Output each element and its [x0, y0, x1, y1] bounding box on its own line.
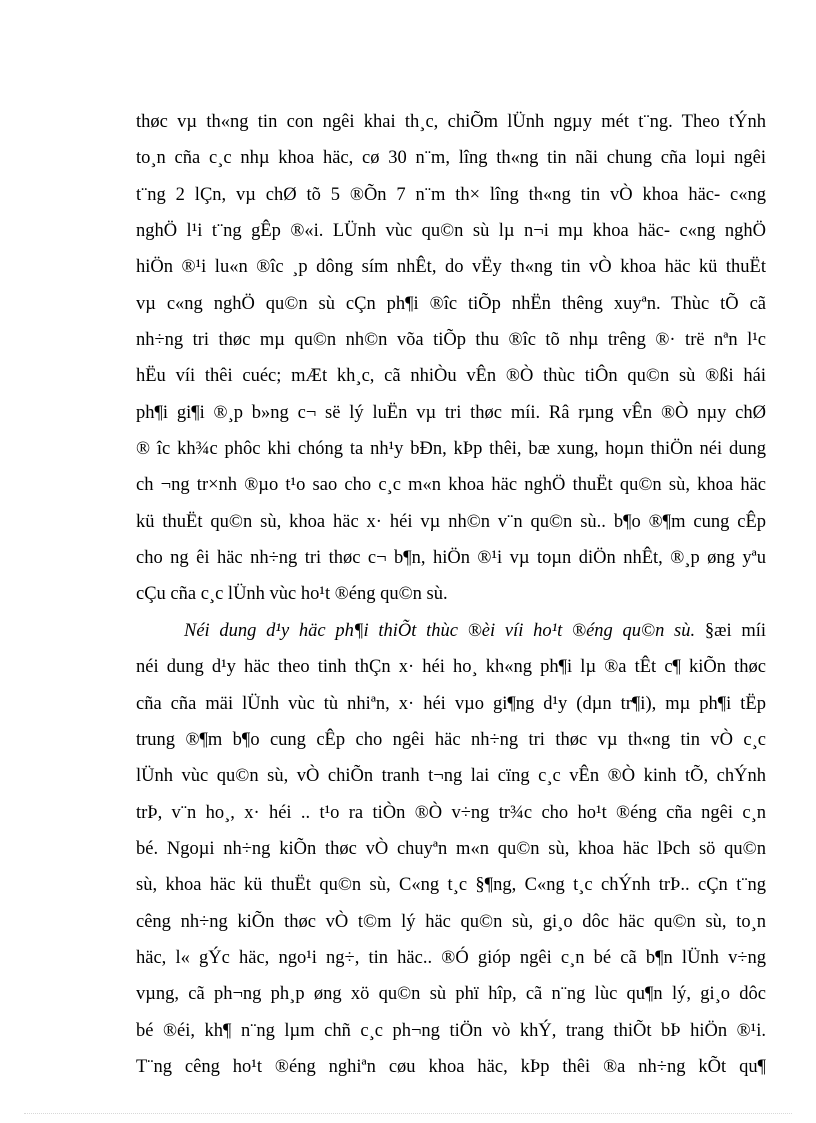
page-bottom-divider	[24, 1113, 792, 1114]
text-line: ph¶i gi¶i ®¸p b»ng c¬ së lý luËn vµ tri thøc míi. Râ rµng vÊn ®Ò nµy chØ	[136, 402, 766, 423]
text-line: bé ®éi, kh¶ n¨ng lµm chñ c¸c ph¬ng tiÖn vò khÝ, trang thiÕt bÞ hiÖn ®¹i.	[136, 1020, 766, 1041]
italic-lead-sentence: Néi dung d¹y häc ph¶i thiÕt thùc ®èi víi ho¹t ®éng qu©n sù.	[184, 620, 696, 641]
text-line: nh÷ng tri thøc mµ qu©n nh©n võa tiÕp thu ®îc tõ nhµ trêng ®· trë nªn l¹c	[136, 330, 766, 351]
text-line: t¨ng 2 lÇn, vµ chØ tõ 5 ®Õn 7 n¨m th× lîng th«ng tin vÒ khoa häc- c«ng	[136, 184, 766, 205]
lead-line-rest: §æi míi	[695, 620, 766, 641]
text-line: kü thuËt qu©n sù, khoa häc x· héi vµ nh©n v¨n qu©n sù.. b¶o ®¶m cung cÊp	[136, 511, 766, 532]
text-line: vµ c«ng nghÖ qu©n sù cÇn ph¶i ®îc tiÕp nhËn thêng xuyªn. Thùc tÕ cã	[136, 293, 766, 314]
paragraph-2	[136, 613, 766, 1085]
document-body	[136, 104, 766, 1085]
text-line: hiÖn ®¹i lu«n ®îc ¸p dông sím nhÊt, do vËy th«ng tin vÒ khoa häc kü thuËt	[136, 257, 766, 278]
text-line: néi dung d¹y häc theo tinh thÇn x· héi ho¸ kh«ng ph¶i lµ ®a tÊt c¶ kiÕn thøc	[136, 657, 766, 678]
text-line: cÇu cña c¸c lÜnh vùc ho¹t ®éng qu©n sù.	[136, 584, 448, 605]
text-line: sù, khoa häc kü thuËt qu©n sù, C«ng t¸c §¶ng, C«ng t¸c chÝnh trÞ.. cÇn t¨ng	[136, 875, 766, 896]
text-line: thøc vµ th«ng tin con ngêi khai th¸c, chiÕm lÜnh ngµy mét t¨ng. Theo tÝnh	[136, 112, 766, 132]
text-line: vµng, cã ph¬ng ph¸p øng xö qu©n sù phï hîp, cã n¨ng lùc qu¶n lý, gi¸o dôc	[136, 984, 766, 1005]
text-line: trÞ, v¨n ho¸, x· héi .. t¹o ra tiÒn ®Ò v÷ng tr¾c cho ho¹t ®éng cña ngêi c¸n	[136, 802, 766, 823]
text-line: to¸n cña c¸c nhµ khoa häc, cø 30 n¨m, lîng th«ng tin nãi chung cña loµi ngêi	[136, 148, 766, 169]
text-line: bé. Ngoµi nh÷ng kiÕn thøc vÒ chuyªn m«n qu©n sù, khoa häc lÞch sö qu©n	[136, 838, 766, 859]
text-line: ® îc kh¾c phôc khi chóng ta nh¹y bÐn, kÞp thêi, bæ xung, hoµn thiÖn néi dung	[136, 439, 766, 460]
text-line: cêng nh÷ng kiÕn thøc vÒ t©m lý häc qu©n sù, gi¸o dôc häc qu©n sù, to¸n	[136, 911, 766, 932]
text-line: T¨ng cêng ho¹t ®éng nghiªn cøu khoa häc, kÞp thêi ®a nh÷ng kÕt qu¶	[136, 1056, 766, 1077]
text-line: hËu víi thêi cuéc; mÆt kh¸c, cã nhiÒu vÊn ®Ò thùc tiÔn qu©n sù ®ßi hái	[136, 366, 766, 387]
text-line: cho ng êi häc nh÷ng tri thøc c¬ b¶n, hiÖn ®¹i vµ toµn diÖn nhÊt, ®¸p øng yªu	[136, 548, 766, 569]
paragraph-1	[136, 104, 766, 613]
paragraph-lead-line	[136, 613, 766, 649]
text-line: trung ®¶m b¶o cung cÊp cho ngêi häc nh÷ng tri thøc vµ th«ng tin vÒ c¸c	[136, 729, 766, 750]
text-line: häc, l« gÝc häc, ngo¹i ng÷, tin häc.. ®Ó gióp ngêi c¸n bé cã b¶n lÜnh v÷ng	[136, 947, 766, 968]
text-line: nghÖ l¹i t¨ng gÊp ®«i. LÜnh vùc qu©n sù lµ n¬i mµ khoa häc- c«ng nghÖ	[136, 221, 766, 242]
text-line: cña cña mäi lÜnh vùc tù nhiªn, x· héi vµo gi¶ng d¹y (dµn tr¶i), mµ ph¶i tËp	[136, 693, 766, 714]
text-line: lÜnh vùc qu©n sù, vÒ chiÕn tranh t¬ng lai cïng c¸c vÊn ®Ò kinh tÕ, chÝnh	[136, 766, 766, 787]
text-line: ch ¬ng tr×nh ®µo t¹o sao cho c¸c m«n khoa häc nghÖ thuËt qu©n sù, khoa häc	[136, 475, 766, 496]
